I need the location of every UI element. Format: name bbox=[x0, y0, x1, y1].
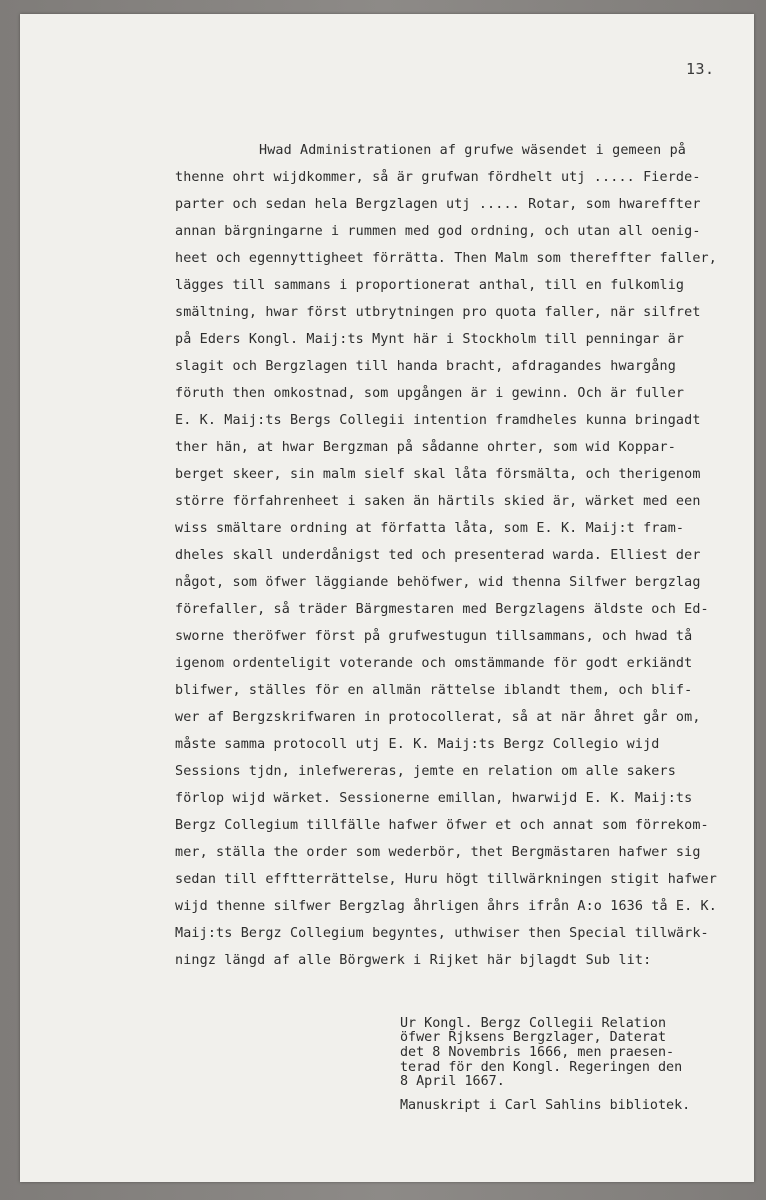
body-line: Sessions tjdn, inlefwereras, jemte en relation om alle sakers bbox=[175, 764, 676, 779]
source-line: det 8 Novembris 1666, men praesen- bbox=[400, 1045, 675, 1060]
body-line: heet och egennyttigheet förrätta. Then Malm som thereffter faller, bbox=[175, 251, 717, 266]
body-line: lägges till sammans i proportionerat anthal, till en fulkomlig bbox=[175, 278, 685, 293]
body-line: Maij:ts Bergz Collegium begyntes, uthwiser then Special tillwärk- bbox=[175, 926, 709, 941]
body-line: på Eders Kongl. Maij:ts Mynt här i Stockholm till penningar är bbox=[175, 332, 685, 347]
body-line: E. K. Maij:ts Bergs Collegii intention framdheles kunna bringadt bbox=[175, 413, 701, 428]
source-line: öfwer Rjksens Bergzlager, Daterat bbox=[400, 1030, 667, 1045]
body-line: parter och sedan hela Bergzlagen utj ..... Rotar, som hwareffter bbox=[175, 197, 701, 212]
body-line: wiss smältare ordning at författa låta, som E. K. Maij:t fram- bbox=[175, 521, 685, 536]
body-line: sedan till efftterrättelse, Huru högt tillwärkningen stigit hafwer bbox=[175, 872, 717, 887]
body-line: Hwad Administrationen af grufwe wäsendet i gemeen på bbox=[259, 143, 687, 158]
body-line: thenne ohrt wijdkommer, så är grufwan fördhelt utj ..... Fierde- bbox=[175, 170, 701, 185]
body-line: wijd thenne silfwer Bergzlag åhrligen åhrs ifrån A:o 1636 tå E. K. bbox=[175, 899, 717, 914]
document-page bbox=[20, 14, 754, 1182]
body-line: ther hän, at hwar Bergzman på sådanne ohrter, som wid Koppar- bbox=[175, 440, 676, 455]
body-line: sworne theröfwer först på grufwestugun tillsammans, och hwad tå bbox=[175, 629, 693, 644]
source-line: terad för den Kongl. Regeringen den bbox=[400, 1060, 683, 1075]
body-line: slagit och Bergzlagen till handa bracht, afdragandes hwargång bbox=[175, 359, 676, 374]
body-line: ningz längd af alle Börgwerk i Rijket här bjlagdt Sub lit: bbox=[175, 953, 652, 968]
body-line: smältning, hwar först utbrytningen pro quota faller, när silfret bbox=[175, 305, 701, 320]
body-line: annan bärgningarne i rummen med god ordning, och utan all oenig- bbox=[175, 224, 701, 239]
body-line: dheles skall underdånigst ted och presenterad warda. Elliest der bbox=[175, 548, 701, 563]
body-line: berget skeer, sin malm sielf skal låta försmälta, och therigenom bbox=[175, 467, 701, 482]
body-line: något, som öfwer läggiande behöfwer, wid thenna Silfwer bergzlag bbox=[175, 575, 701, 590]
body-line: igenom ordenteligit voterande och omstämmande för godt erkiändt bbox=[175, 656, 693, 671]
body-line: förlop wijd wärket. Sessionerne emillan, hwarwijd E. K. Maij:ts bbox=[175, 791, 693, 806]
body-line: föruth then omkostnad, som upgången är i gewinn. Och är fuller bbox=[175, 386, 685, 401]
source-line: Ur Kongl. Bergz Collegii Relation bbox=[400, 1016, 667, 1031]
body-line: wer af Bergzskrifwaren in protocollerat, så at när åhret går om, bbox=[175, 710, 701, 725]
body-line: större förfahrenheet i saken än härtils skied är, wärket med een bbox=[175, 494, 701, 509]
source-line: 8 April 1667. bbox=[400, 1074, 505, 1089]
source-line: Manuskript i Carl Sahlins bibliotek. bbox=[400, 1098, 691, 1113]
body-line: Bergz Collegium tillfälle hafwer öfwer et och annat som förrekom- bbox=[175, 818, 709, 833]
body-line: blifwer, ställes för en allmän rättelse iblandt them, och blif- bbox=[175, 683, 693, 698]
body-line: måste samma protocoll utj E. K. Maij:ts Bergz Collegio wijd bbox=[175, 737, 660, 752]
body-line: förefaller, så träder Bärgmestaren med Bergzlagens äldste och Ed- bbox=[175, 602, 709, 617]
page-number: 13. bbox=[686, 60, 715, 78]
body-line: mer, ställa the order som wederbör, thet Bergmästaren hafwer sig bbox=[175, 845, 701, 860]
